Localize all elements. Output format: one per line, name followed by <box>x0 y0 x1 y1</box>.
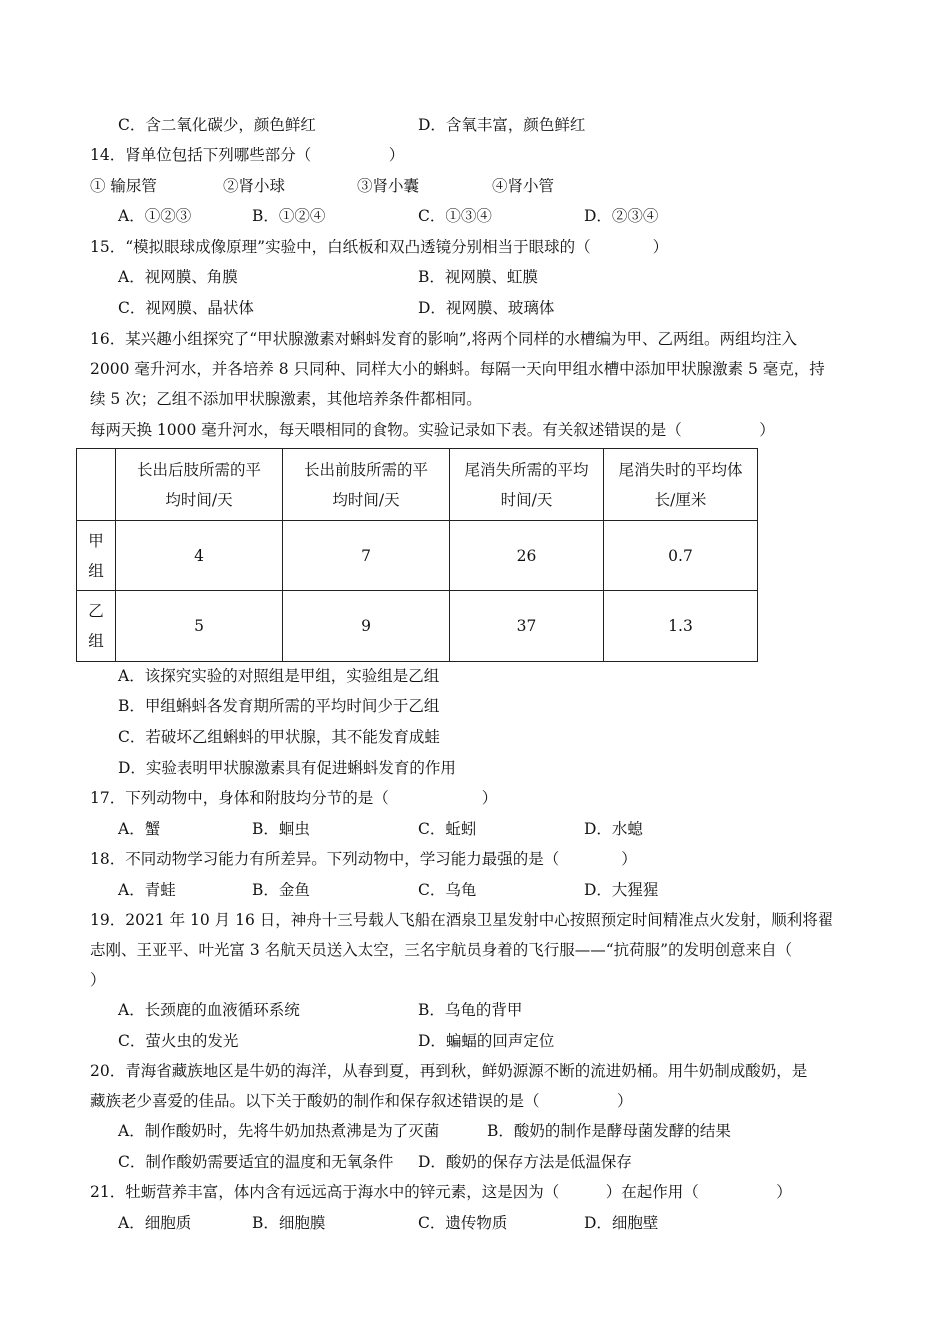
q21-option-d[interactable]: D．细胞壁 <box>584 1214 659 1232</box>
q16-option-a[interactable]: A．该探究实验的对照组是甲组，实验组是乙组 <box>118 667 440 685</box>
table-row <box>77 591 758 662</box>
q14-option-a[interactable]: A．①②③ <box>118 207 192 225</box>
header-line: 尾消失时的平均体 <box>618 460 743 479</box>
table-header-cell <box>450 449 604 521</box>
q14-option-b[interactable]: B．①②④ <box>252 207 326 225</box>
q16-stem-line-4: 每两天换 1000 毫升河水，每天喂相同的食物。实验记录如下表。有关叙述错误的是（ ） <box>90 421 775 439</box>
q18-option-b[interactable]: B．金鱼 <box>252 881 310 899</box>
header-line: 时间/天 <box>500 490 553 509</box>
q21-option-a[interactable]: A．细胞质 <box>118 1214 192 1232</box>
header-line: 长出后肢所需的平 <box>136 460 261 479</box>
q16-option-b[interactable]: B．甲组蝌蚪各发育期所需的平均时间少于乙组 <box>118 697 440 715</box>
q17-option-d[interactable]: D．水螅 <box>584 820 643 838</box>
table-cell: 0.7 <box>604 521 758 591</box>
q14-option-c[interactable]: C．①③④ <box>418 207 492 225</box>
q20-option-c[interactable]: C．制作酸奶需要适宜的温度和无氧条件 <box>118 1153 394 1171</box>
table-cell: 26 <box>450 521 604 591</box>
q18-option-a[interactable]: A．青蛙 <box>118 881 176 899</box>
header-line: 均时间/天 <box>165 490 233 509</box>
q14-item-3: ③肾小囊 <box>357 177 420 195</box>
q19-option-d[interactable]: D．蝙蝠的回声定位 <box>418 1032 555 1050</box>
table-row <box>77 521 758 591</box>
q15-option-c[interactable]: C．视网膜、晶状体 <box>118 299 254 317</box>
group-char: 乙 <box>88 602 104 620</box>
q14-item-2: ②肾小球 <box>223 177 286 195</box>
q13-option-c[interactable]: C．含二氧化碳少，颜色鲜红 <box>118 116 316 134</box>
table-cell: 9 <box>283 591 450 662</box>
q19-option-c[interactable]: C．萤火虫的发光 <box>118 1032 239 1050</box>
q16-option-c[interactable]: C．若破坏乙组蝌蚪的甲状腺，其不能发育成蛙 <box>118 728 440 746</box>
q14-item-4: ④肾小管 <box>492 177 555 195</box>
q20-stem-line-2: 藏族老少喜爱的佳品。以下关于酸奶的制作和保存叙述错误的是（ ） <box>90 1092 633 1110</box>
table-header-row <box>77 449 758 521</box>
q20-option-b[interactable]: B．酸奶的制作是酵母菌发酵的结果 <box>487 1122 731 1140</box>
q15-option-a[interactable]: A．视网膜、角膜 <box>118 268 238 286</box>
q14-stem: 14．肾单位包括下列哪些部分（ ） <box>90 146 405 164</box>
q18-option-d[interactable]: D．大猩猩 <box>584 881 659 899</box>
table-group-cell <box>77 591 116 662</box>
q20-stem-line-1: 20．青海省藏族地区是牛奶的海洋，从春到夏，再到秋，鲜奶源源不断的流进奶桶。用牛奶制成酸奶，是 <box>90 1062 808 1080</box>
q16-stem-line-3: 续 5 次；乙组不添加甲状腺激素，其他培养条件都相同。 <box>90 390 482 408</box>
q17-option-a[interactable]: A．蟹 <box>118 820 161 838</box>
table-cell: 37 <box>450 591 604 662</box>
q21-stem: 21．牡蛎营养丰富，体内含有远远高于海水中的锌元素，这是因为（ ）在起作用（ ） <box>90 1183 792 1201</box>
table-cell: 7 <box>283 521 450 591</box>
q15-option-b[interactable]: B．视网膜、虹膜 <box>418 268 538 286</box>
q17-option-c[interactable]: C．蚯蚓 <box>418 820 477 838</box>
q21-option-b[interactable]: B．细胞膜 <box>252 1214 326 1232</box>
table-cell: 1.3 <box>604 591 758 662</box>
q16-data-table <box>76 448 758 662</box>
table-header-cell <box>116 449 283 521</box>
header-line: 尾消失所需的平均 <box>464 460 589 479</box>
q18-stem: 18．不同动物学习能力有所差异。下列动物中，学习能力最强的是（ ） <box>90 850 637 868</box>
table-cell: 4 <box>116 521 283 591</box>
q15-option-d[interactable]: D．视网膜、玻璃体 <box>418 299 555 317</box>
q16-stem-line-2: 2000 毫升河水，并各培养 8 只同种、同样大小的蝌蚪。每隔一天向甲组水槽中添加甲状腺激素 5 毫克，持 <box>90 360 825 378</box>
q20-option-d[interactable]: D．酸奶的保存方法是低温保存 <box>418 1153 632 1171</box>
group-char: 组 <box>88 632 104 650</box>
table-header-cell <box>604 449 758 521</box>
table-group-cell <box>77 521 116 591</box>
q18-option-c[interactable]: C．乌龟 <box>418 881 477 899</box>
q13-option-d[interactable]: D．含氧丰富，颜色鲜红 <box>418 116 586 134</box>
table-header-cell <box>283 449 450 521</box>
q14-option-d[interactable]: D．②③④ <box>584 207 659 225</box>
header-line: 长/厘米 <box>654 490 707 509</box>
q14-item-1: ① 输尿管 <box>90 177 157 195</box>
q20-option-a[interactable]: A．制作酸奶时，先将牛奶加热煮沸是为了灭菌 <box>118 1122 440 1140</box>
table-corner-cell <box>77 449 116 521</box>
q16-option-d[interactable]: D．实验表明甲状腺激素具有促进蝌蚪发育的作用 <box>118 759 456 777</box>
q21-option-c[interactable]: C．遗传物质 <box>418 1214 508 1232</box>
group-char: 甲 <box>88 531 104 550</box>
q19-stem-line-1: 19．2021 年 10 月 16 日，神舟十三号载人飞船在酒泉卫星发射中心按照预定时间精准点火发射，顺利将翟 <box>90 911 834 929</box>
group-char: 组 <box>88 561 104 580</box>
q19-stem-line-3: ） <box>90 971 106 989</box>
q17-option-b[interactable]: B．蛔虫 <box>252 820 310 838</box>
q19-option-a[interactable]: A．长颈鹿的血液循环系统 <box>118 1001 300 1019</box>
q17-stem: 17．下列动物中，身体和附肢均分节的是（ ） <box>90 789 498 807</box>
q15-stem: 15．“模拟眼球成像原理”实验中，白纸板和双凸透镜分别相当于眼球的（ ） <box>90 238 669 256</box>
q19-stem-line-2: 志刚、王亚平、叶光富 3 名航天员送入太空，三名宇航员身着的飞行服——“抗荷服”的发明创意来自（ <box>90 941 793 959</box>
table-cell: 5 <box>116 591 283 662</box>
header-line: 均时间/天 <box>332 490 400 509</box>
q16-stem-line-1: 16．某兴趣小组探究了“甲状腺激素对蝌蚪发育的影响”,将两个同样的水槽编为甲、乙两组。两组均注入 <box>90 330 798 348</box>
header-line: 长出前肢所需的平 <box>303 460 428 479</box>
q19-option-b[interactable]: B．乌龟的背甲 <box>418 1001 523 1019</box>
